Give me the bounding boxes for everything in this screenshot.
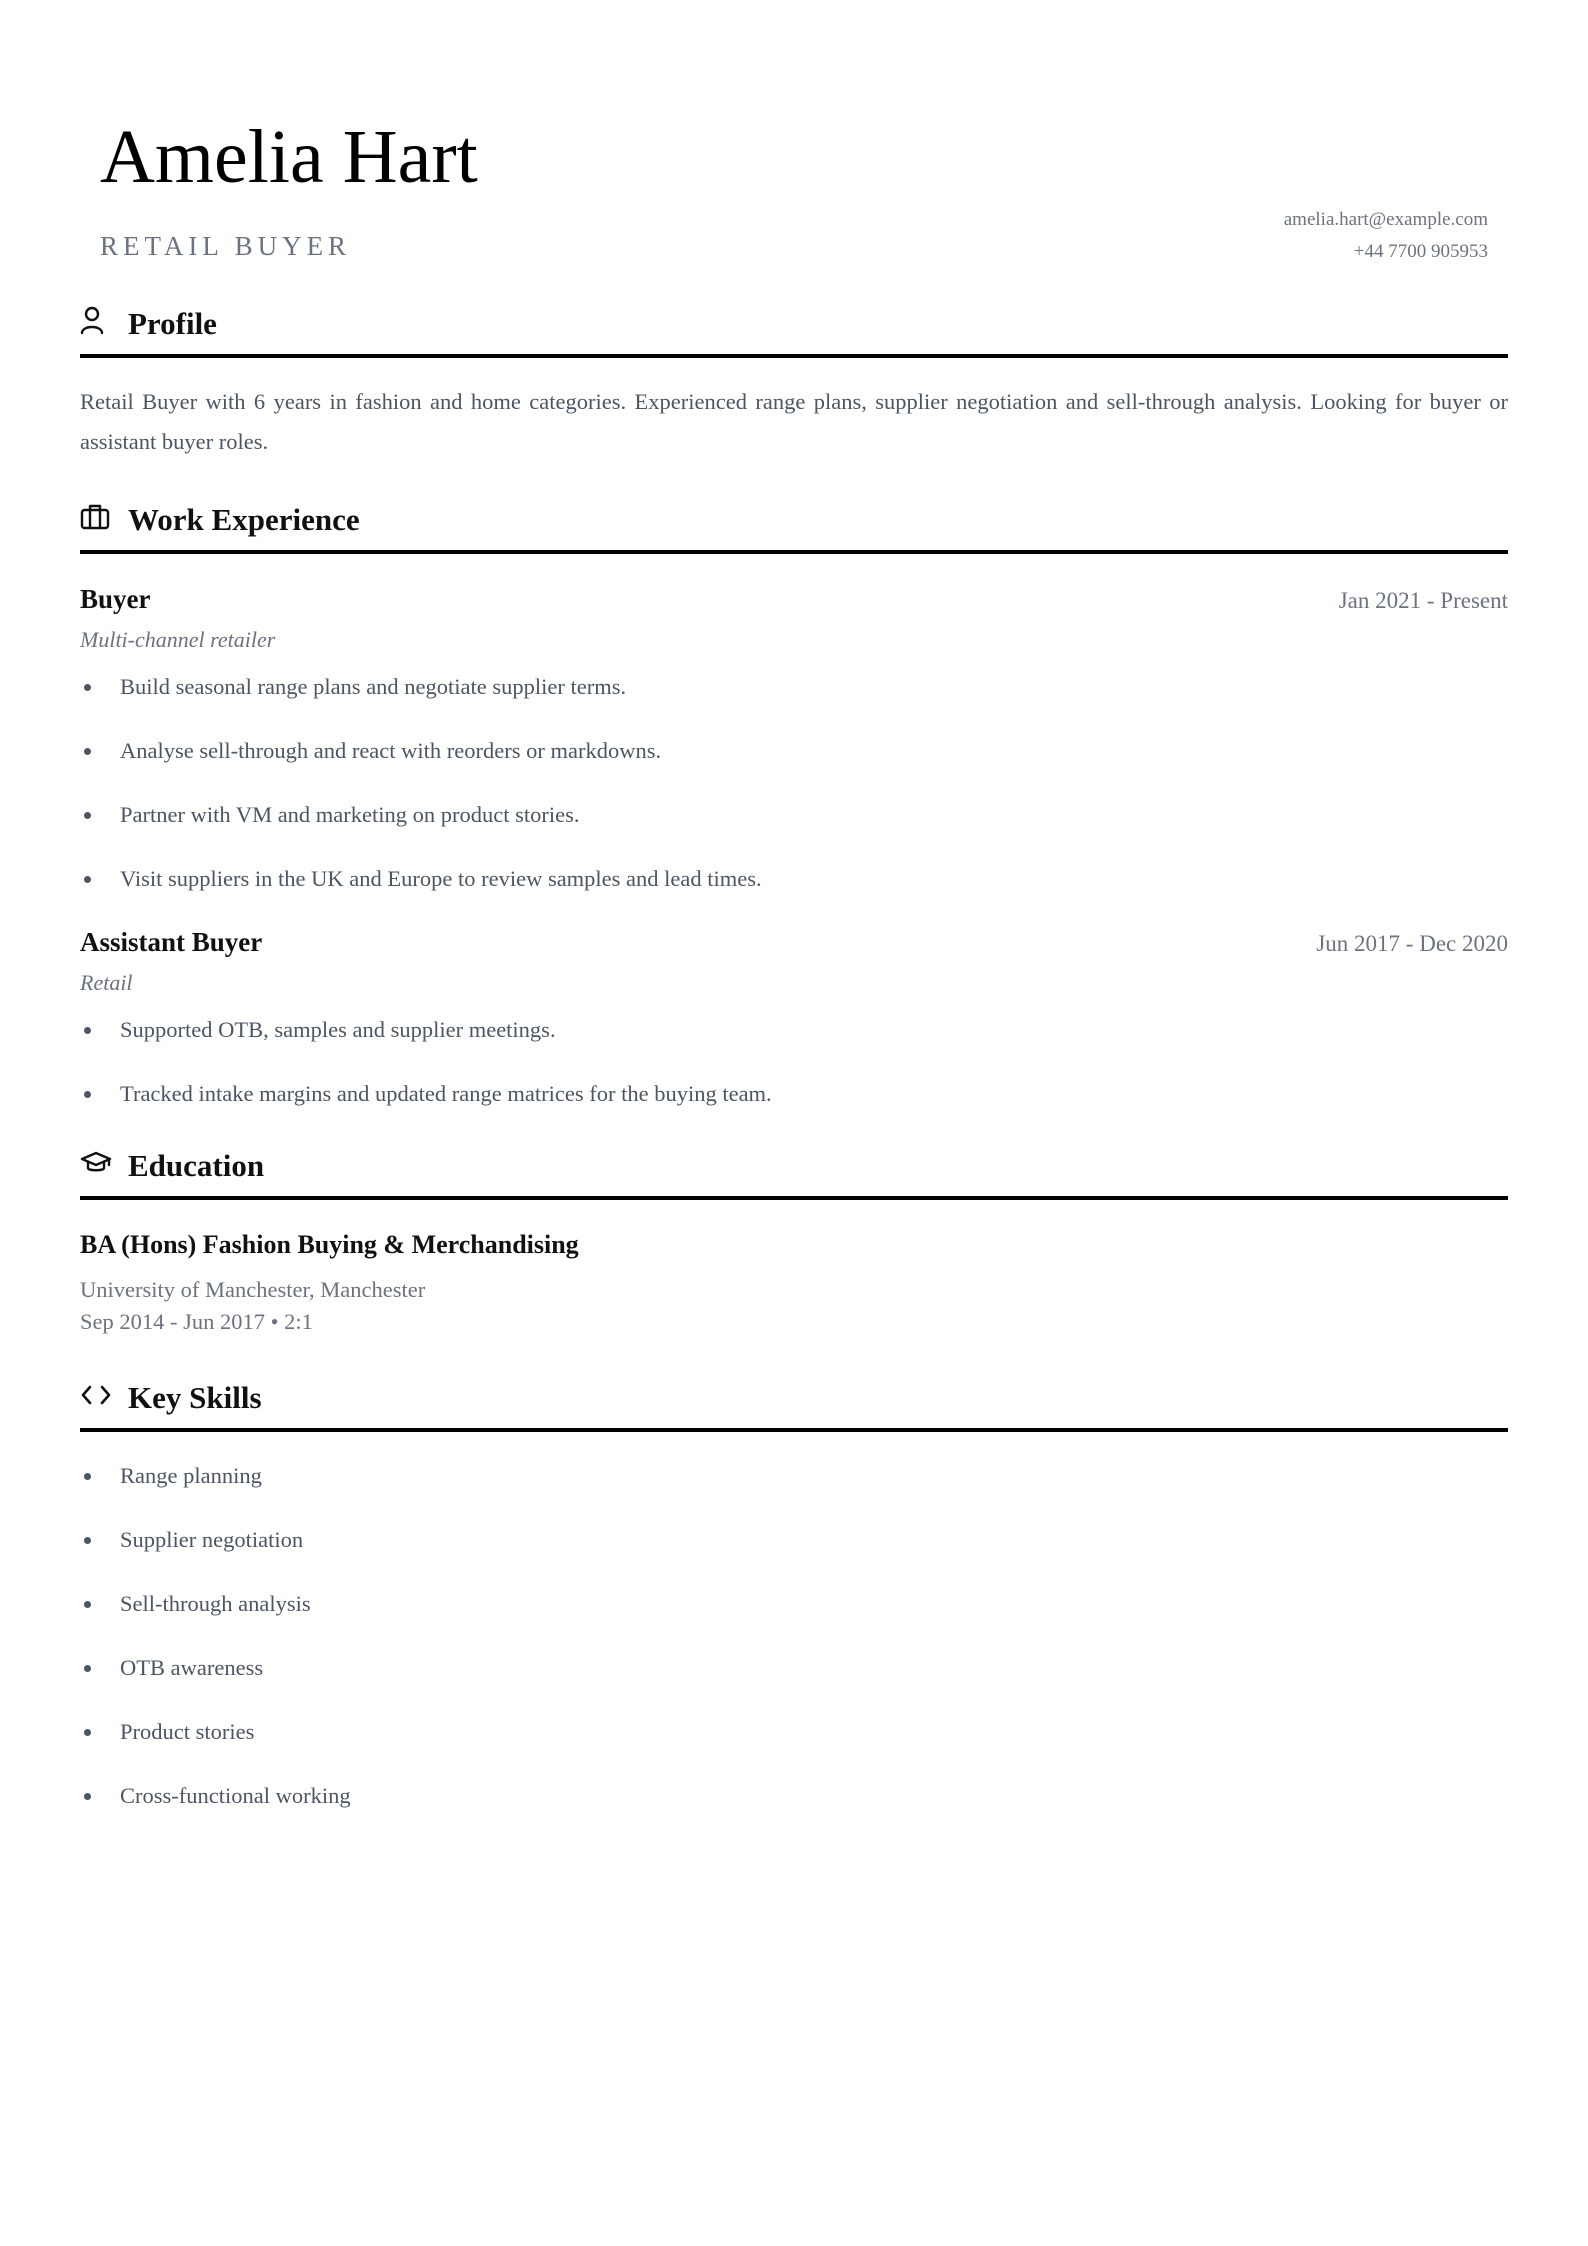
experience-title: Work Experience bbox=[128, 502, 360, 537]
job-entry bbox=[80, 927, 1508, 1110]
list-item: OTB awareness bbox=[80, 1652, 1508, 1684]
candidate-role: RETAIL BUYER bbox=[100, 231, 352, 261]
skills-heading bbox=[80, 1374, 1508, 1432]
list-item: Cross-functional working bbox=[80, 1780, 1508, 1812]
list-item: Supplier negotiation bbox=[80, 1524, 1508, 1556]
list-item: Range planning bbox=[80, 1460, 1508, 1492]
job-company: Multi-channel retailer bbox=[80, 627, 276, 652]
job-dates: Jan 2021 - Present bbox=[1338, 588, 1508, 613]
job-dates: Jun 2017 - Dec 2020 bbox=[1316, 931, 1508, 956]
list-item: Partner with VM and marketing on product stories. bbox=[80, 799, 1508, 831]
education-title: Education bbox=[128, 1148, 265, 1183]
skills-section bbox=[80, 1374, 1508, 1812]
profile-heading bbox=[80, 300, 1508, 358]
list-item: Analyse sell-through and react with reorders or markdowns. bbox=[80, 735, 1508, 767]
list-item: Build seasonal range plans and negotiate supplier terms. bbox=[80, 671, 1508, 703]
candidate-name: Amelia Hart bbox=[100, 115, 478, 199]
job-entry bbox=[80, 584, 1508, 895]
list-item: Tracked intake margins and updated range matrices for the buying team. bbox=[80, 1078, 1508, 1110]
job-bullets bbox=[80, 671, 1508, 895]
education-heading bbox=[80, 1142, 1508, 1200]
skills-list bbox=[80, 1460, 1508, 1812]
briefcase-icon bbox=[80, 500, 114, 534]
experience-section bbox=[80, 496, 1508, 1110]
email-text: amelia.hart@example.com bbox=[1283, 209, 1488, 230]
job-title: Assistant Buyer bbox=[80, 927, 263, 957]
experience-heading bbox=[80, 496, 1508, 554]
resume-header bbox=[80, 0, 1508, 300]
job-title: Buyer bbox=[80, 584, 151, 614]
skills-title: Key Skills bbox=[128, 1380, 262, 1415]
list-item: Supported OTB, samples and supplier meetings. bbox=[80, 1014, 1508, 1046]
profile-summary: Retail Buyer with 6 years in fashion and home categories. Experienced range plans, supplier negotiation and sell-through analysis. Looking for buyer or assistant buyer roles. bbox=[80, 389, 1508, 454]
phone-text: +44 7700 905953 bbox=[1353, 241, 1488, 262]
education-section bbox=[80, 1142, 1508, 1338]
education-details: Sep 2014 - Jun 2017 • 2:1 bbox=[80, 1309, 313, 1334]
list-item: Sell-through analysis bbox=[80, 1588, 1508, 1620]
contact-block bbox=[1284, 204, 1488, 268]
job-bullets bbox=[80, 1014, 1508, 1110]
education-school: University of Manchester, Manchester bbox=[80, 1277, 426, 1302]
list-item: Product stories bbox=[80, 1716, 1508, 1748]
profile-section bbox=[80, 300, 1508, 462]
code-icon bbox=[80, 1378, 114, 1412]
job-company: Retail bbox=[80, 970, 133, 995]
list-item: Visit suppliers in the UK and Europe to review samples and lead times. bbox=[80, 863, 1508, 895]
graduation-cap-icon bbox=[80, 1146, 114, 1180]
education-degree: BA (Hons) Fashion Buying & Merchandising bbox=[80, 1230, 579, 1259]
user-icon bbox=[80, 304, 114, 338]
profile-title: Profile bbox=[128, 306, 217, 341]
